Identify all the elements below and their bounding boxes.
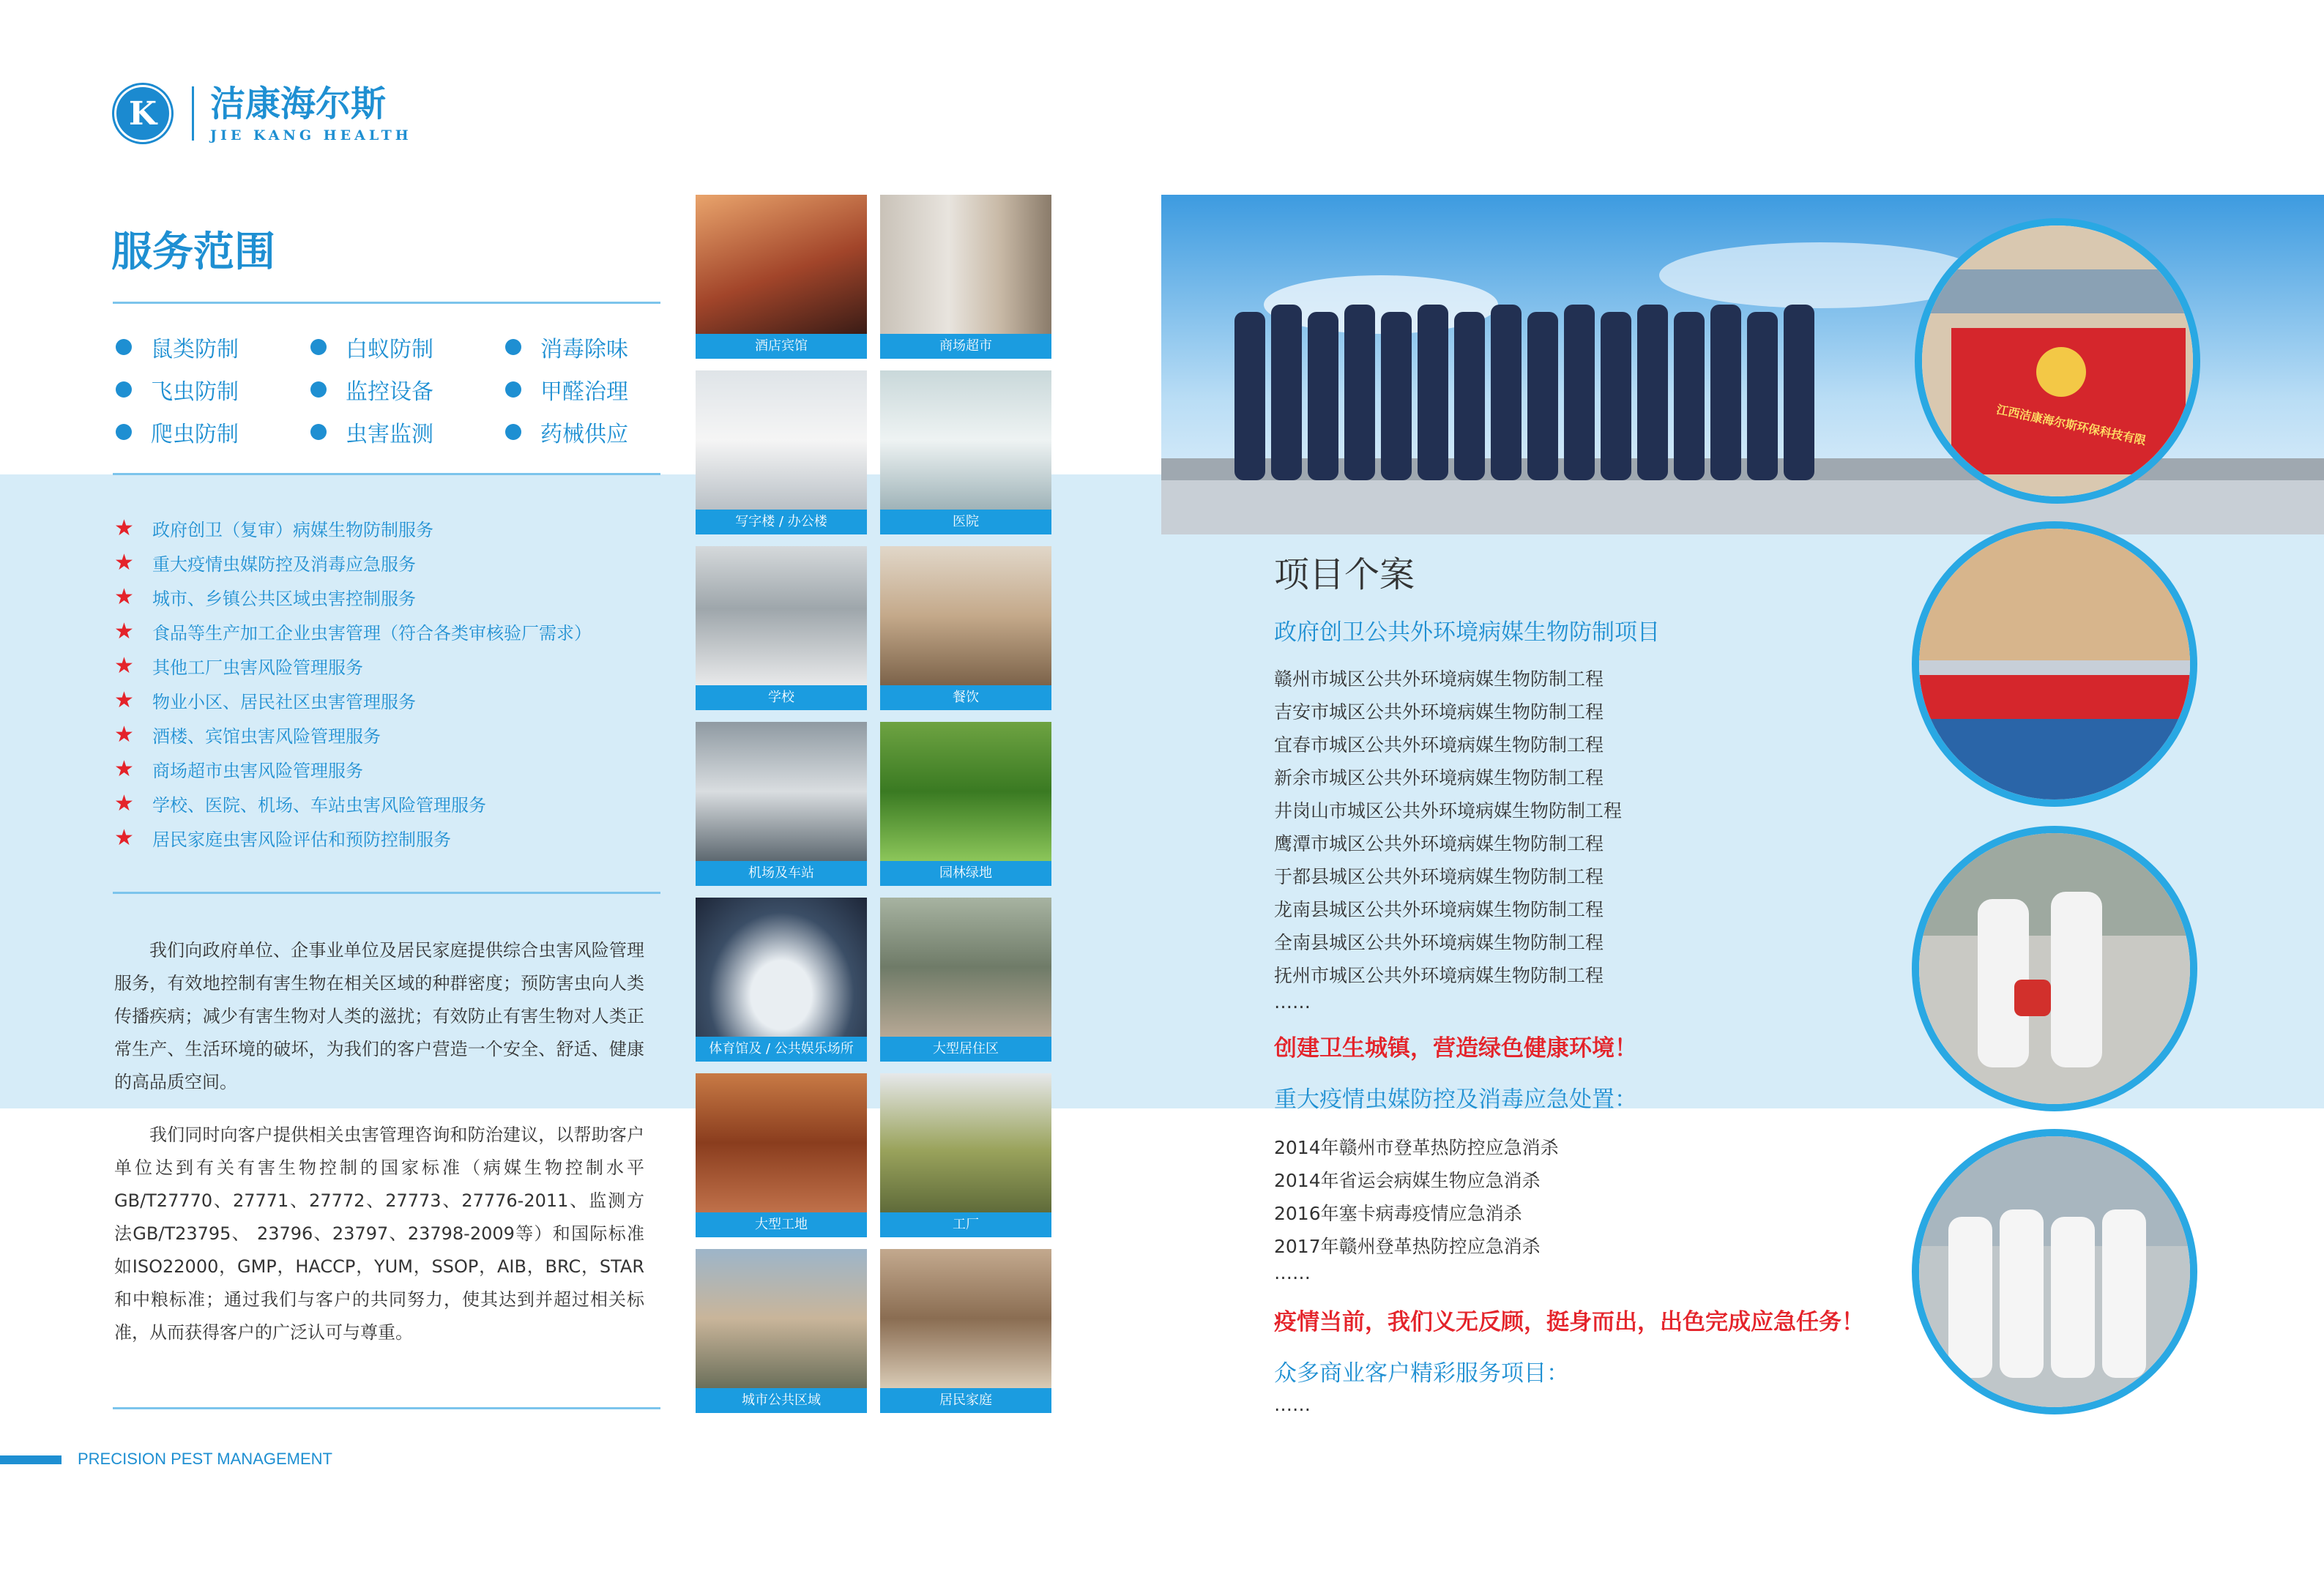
slogan-health: 创建卫生城镇，营造绿色健康环境！ (1274, 1035, 1637, 1062)
star-list-item: ★ 居民家庭虫害风险评估和预防控制服务 (114, 825, 451, 851)
slogan-emergency: 疫情当前，我们义无反顾，挺身而出，出色完成应急任务！ (1274, 1309, 1864, 1335)
services-title: 服务范围 (111, 228, 275, 276)
service-item: 甲醛治理 (505, 373, 628, 406)
emergency-item: 2014年省运会病媒生物应急消杀 (1274, 1170, 1541, 1191)
emergency-ellipsis: …… (1274, 1262, 1311, 1283)
tile-airport: 机场及车站 (696, 722, 867, 886)
brand-name-cn: 洁康海尔斯 (210, 83, 387, 124)
banner-text: 江西洁康海尔斯环保科技有限 (1995, 402, 2148, 448)
star-list-item: ★ 政府创卫（复审）病媒生物防制服务 (114, 515, 433, 541)
intro-paragraph: 我们向政府单位、企事业单位及居民家庭提供综合虫害风险管理服务，有效地控制有害生物在相关区域的种群密度；预防害虫向人类传播疾病；减少有害生物对人类的滋扰；有效防止有害生物对人类正常生产、生活环境的破坏，为我们的客户营造一个安全、舒适、健康的高品质空间。 (114, 940, 644, 1092)
footer-bar (0, 1455, 62, 1464)
emergency-item: 2014年赣州市登革热防控应急消杀 (1274, 1137, 1559, 1158)
case-item: 于都县城区公共外环境病媒生物防制工程 (1274, 866, 1604, 887)
service-item: 消毒除味 (505, 331, 628, 363)
service-item: 白蚁防制 (310, 331, 433, 363)
photo-circle-team-suits (1912, 1129, 2197, 1414)
star-icon: ★ (114, 550, 134, 575)
service-item: 虫害监测 (310, 416, 433, 448)
star-icon: ★ (114, 791, 134, 816)
case-item: 宜春市城区公共外环境病媒生物防制工程 (1274, 734, 1604, 756)
case-item: 吉安市城区公共外环境病媒生物防制工程 (1274, 701, 1604, 723)
logo-icon: K (114, 85, 171, 142)
tile-hospital: 医院 (880, 370, 1051, 534)
service-item: 飞虫防制 (116, 373, 239, 406)
tile-city: 城市公共区域 (696, 1249, 867, 1413)
star-icon: ★ (114, 653, 134, 679)
tile-hotel: 酒店宾馆 (696, 195, 867, 359)
star-list-item: ★ 重大疫情虫媒防控及消毒应急服务 (114, 550, 416, 575)
star-list-item: ★ 城市、乡镇公共区域虫害控制服务 (114, 584, 416, 610)
photo-circle-banner (1915, 218, 2200, 504)
service-item: 鼠类防制 (116, 331, 239, 363)
tile-construction: 大型工地 (696, 1073, 867, 1237)
divider (113, 302, 660, 304)
star-icon: ★ (114, 584, 134, 610)
tile-stadium: 体育馆及 / 公共娱乐场所 (696, 898, 867, 1062)
divider (113, 473, 660, 475)
star-icon: ★ (114, 756, 134, 782)
cases-subtitle: 政府创卫公共外环境病媒生物防制项目 (1274, 619, 1660, 646)
divider (113, 892, 660, 894)
star-list-item: ★ 食品等生产加工企业虫害管理（符合各类审核验厂需求） (114, 619, 592, 644)
case-item: 鹰潭市城区公共外环境病媒生物防制工程 (1274, 833, 1604, 854)
service-item: 药械供应 (505, 416, 628, 448)
case-item: 井岗山市城区公共外环境病媒生物防制工程 (1274, 800, 1623, 821)
case-item: 新余市城区公共外环境病媒生物防制工程 (1274, 767, 1604, 788)
emergency-item: 2017年赣州登革热防控应急消杀 (1274, 1236, 1541, 1257)
star-list-item: ★ 商场超市虫害风险管理服务 (114, 756, 363, 782)
case-ellipsis: …… (1274, 991, 1311, 1013)
tile-garden: 园林绿地 (880, 722, 1051, 886)
tile-home: 居民家庭 (880, 1249, 1051, 1413)
emergency-item: 2016年塞卡病毒疫情应急消杀 (1274, 1203, 1522, 1224)
emergency-title: 重大疫情虫媒防控及消毒应急处置： (1274, 1086, 1637, 1113)
commercial-title: 众多商业客户精彩服务项目： (1274, 1360, 1569, 1387)
star-list-item: ★ 学校、医院、机场、车站虫害风险管理服务 (114, 791, 486, 816)
tile-mall: 商场超市 (880, 195, 1051, 359)
tile-office: 写字楼 / 办公楼 (696, 370, 867, 534)
star-icon: ★ (114, 619, 134, 644)
photo-circle-spraying (1912, 826, 2197, 1111)
brand-logo (114, 83, 412, 143)
photo-circle-street (1912, 521, 2197, 807)
standards-paragraph: 我们同时向客户提供相关虫害管理咨询和防治建议，以帮助客户单位达到有关有害生物控制的国家标准（病媒生物控制水平GB/T27770、27771、27772、27773、27776-2011、监测方法GB/T23795、 23796、23797、23798-2009等）和国际标准如ISO22000，GMP，HACCP，YUM，SSOP，AIB，BRC，STAR和中粮标准；通过我们与客户的共同努力，使其达到并超过相关标准，从而获得客户的广泛认可与尊重。 (114, 1125, 644, 1343)
star-icon: ★ (114, 825, 134, 851)
case-item: 抚州市城区公共外环境病媒生物防制工程 (1274, 965, 1604, 986)
tile-residential: 大型居住区 (880, 898, 1051, 1062)
star-icon: ★ (114, 722, 134, 748)
star-icon: ★ (114, 515, 134, 541)
divider (113, 1407, 660, 1409)
tile-restaurant: 餐饮 (880, 546, 1051, 710)
cases-title: 项目个案 (1274, 554, 1415, 595)
service-item: 爬虫防制 (116, 416, 239, 448)
case-item: 龙南县城区公共外环境病媒生物防制工程 (1274, 899, 1604, 920)
star-icon: ★ (114, 687, 134, 713)
case-item: 赣州市城区公共外环境病媒生物防制工程 (1274, 668, 1604, 690)
tile-factory: 工厂 (880, 1073, 1051, 1237)
footer-text: PRECISION PEST MANAGEMENT (78, 1450, 332, 1468)
brand-name-en: JIE KANG HEALTH (210, 127, 412, 143)
service-item: 监控设备 (310, 373, 433, 406)
case-item: 全南县城区公共外环境病媒生物防制工程 (1274, 932, 1604, 953)
star-list-item: ★ 酒楼、宾馆虫害风险管理服务 (114, 722, 381, 748)
star-list-item: ★ 物业小区、居民社区虫害管理服务 (114, 687, 416, 713)
star-list-item: ★ 其他工厂虫害风险管理服务 (114, 653, 363, 679)
commercial-ellipsis: …… (1274, 1394, 1311, 1415)
tile-school: 学校 (696, 546, 867, 710)
